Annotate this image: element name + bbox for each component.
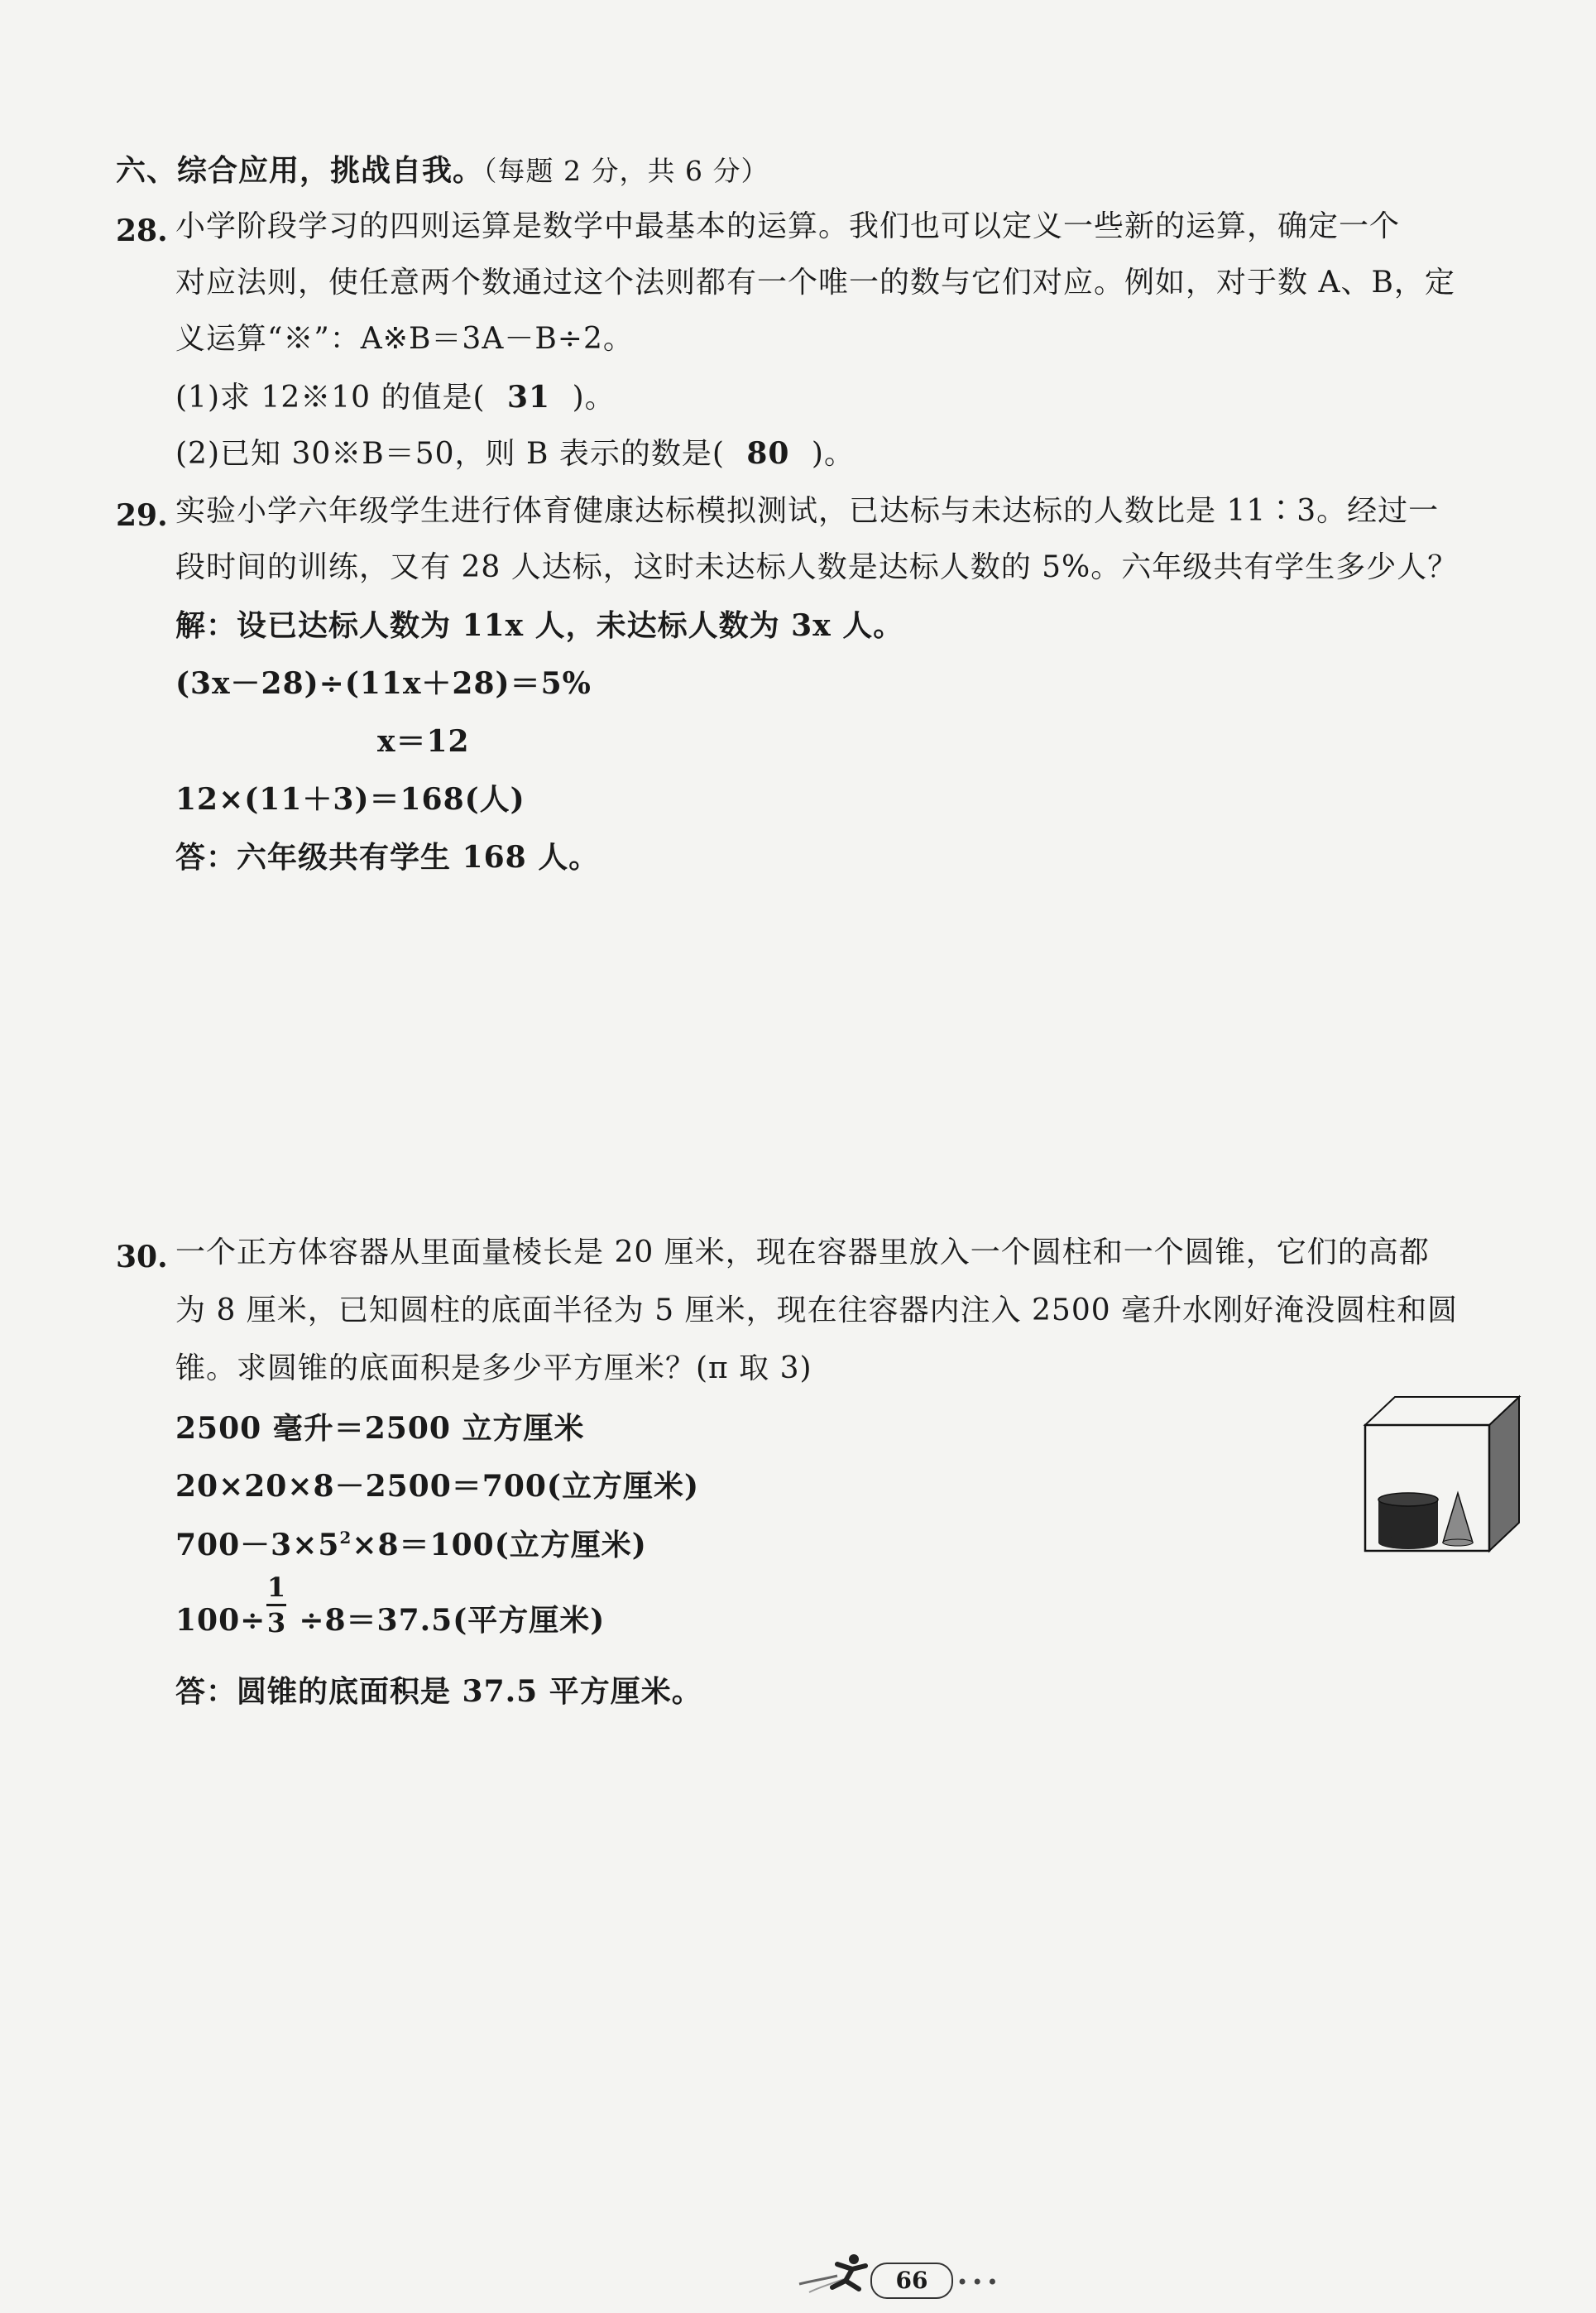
q29-solution-line-4: 12×(11＋3)＝168(人) bbox=[175, 782, 525, 817]
page-number-badge bbox=[870, 2263, 953, 2299]
q28-part-2 bbox=[175, 436, 855, 471]
q30-solution-line-4 bbox=[175, 1603, 606, 1639]
page-number: 66 bbox=[895, 2267, 928, 2294]
q28-number: 28. bbox=[116, 214, 168, 248]
q30-solution-line-4-b: ÷8＝37.5(平方厘米) bbox=[299, 1603, 606, 1638]
q28-line-1: 小学阶段学习的四则运算是数学中最基本的运算。我们也可以定义一些新的运算，确定一个 bbox=[175, 209, 1401, 243]
page-dot: • bbox=[956, 2271, 972, 2294]
cube-container-with-cylinder-and-cone-icon bbox=[1365, 1397, 1519, 1551]
section-score-note: （每题 2 分，共 6 分） bbox=[483, 155, 769, 187]
q28-part-1-suffix: )。 bbox=[572, 381, 616, 415]
q30-answer: 答：圆锥的底面积是 37.5 平方厘米。 bbox=[175, 1674, 702, 1709]
q30-line-3: 锥。求圆锥的底面积是多少平方厘米？(π 取 3) bbox=[175, 1351, 812, 1385]
q28-part-1 bbox=[175, 382, 616, 413]
q29-number: 29. bbox=[116, 498, 168, 533]
q29-answer: 答：六年级共有学生 168 人。 bbox=[175, 840, 600, 875]
q30-solution-line-3-b: ×8＝100(立方厘米) bbox=[352, 1528, 647, 1562]
q29-solution-line-3: x＝12 bbox=[377, 724, 470, 759]
q30-solution-line-1: 2500 毫升＝2500 立方厘米 bbox=[175, 1411, 585, 1446]
page-dot: • bbox=[971, 2271, 987, 2294]
q30-fraction-numerator: 1 bbox=[266, 1572, 286, 1603]
q28-part-2-suffix: )。 bbox=[811, 437, 855, 471]
section-title bbox=[116, 153, 769, 188]
q28-part-1-prefix: (1)求 12※10 的值是( bbox=[175, 381, 486, 415]
q28-part-2-prefix: (2)已知 30※B＝50，则 B 表示的数是( bbox=[175, 437, 725, 471]
cube-container-figure bbox=[1357, 1390, 1522, 1564]
q29-line-1: 实验小学六年级学生进行体育健康达标模拟测试，已达标与未达标的人数比是 11∶3。经过一 bbox=[175, 494, 1440, 528]
q30-solution-line-3-exponent: 2 bbox=[339, 1528, 352, 1548]
q28-part-2-answer: 80 bbox=[746, 436, 790, 471]
page-dot: • bbox=[986, 2271, 1002, 2294]
q30-line-1: 一个正方体容器从里面量棱长是 20 厘米，现在容器里放入一个圆柱和一个圆锥，它们的高都 bbox=[175, 1236, 1430, 1269]
q30-solution-line-3 bbox=[175, 1529, 647, 1560]
q29-line-2: 段时间的训练，又有 28 人达标，这时未达标人数是达标人数的 5%。六年级共有学生多少人？ bbox=[175, 550, 1459, 584]
q30-fraction-bar bbox=[266, 1604, 286, 1606]
q30-fraction bbox=[261, 1572, 291, 1639]
q30-solution-line-3-a: 700－3×5 bbox=[175, 1528, 340, 1562]
section-title-text: 六、综合应用，挑战自我。 bbox=[116, 153, 484, 188]
page-dots bbox=[956, 2271, 1001, 2294]
q30-solution-line-4-a: 100÷ bbox=[175, 1603, 266, 1638]
q29-solution-line-1: 解：设已达标人数为 11x 人，未达标人数为 3x 人。 bbox=[175, 608, 904, 643]
q30-line-2: 为 8 厘米，已知圆柱的底面半径为 5 厘米，现在往容器内注入 2500 毫升水刚好淹没圆柱和圆 bbox=[175, 1293, 1459, 1327]
q29-solution-line-2: (3x－28)÷(11x＋28)＝5% bbox=[175, 666, 592, 701]
q28-part-1-answer: 31 bbox=[507, 380, 551, 415]
q28-line-2: 对应法则，使任意两个数通过这个法则都有一个唯一的数与它们对应。例如，对于数 A、B，定 bbox=[175, 266, 1455, 300]
runner-logo-icon bbox=[794, 2251, 870, 2299]
q30-fraction-denominator: 3 bbox=[266, 1607, 286, 1639]
q28-line-3: 义运算“※”：A※B＝3A－B÷2。 bbox=[175, 322, 634, 356]
q30-solution-line-2: 20×20×8－2500＝700(立方厘米) bbox=[175, 1469, 699, 1504]
q30-number: 30. bbox=[116, 1240, 168, 1274]
